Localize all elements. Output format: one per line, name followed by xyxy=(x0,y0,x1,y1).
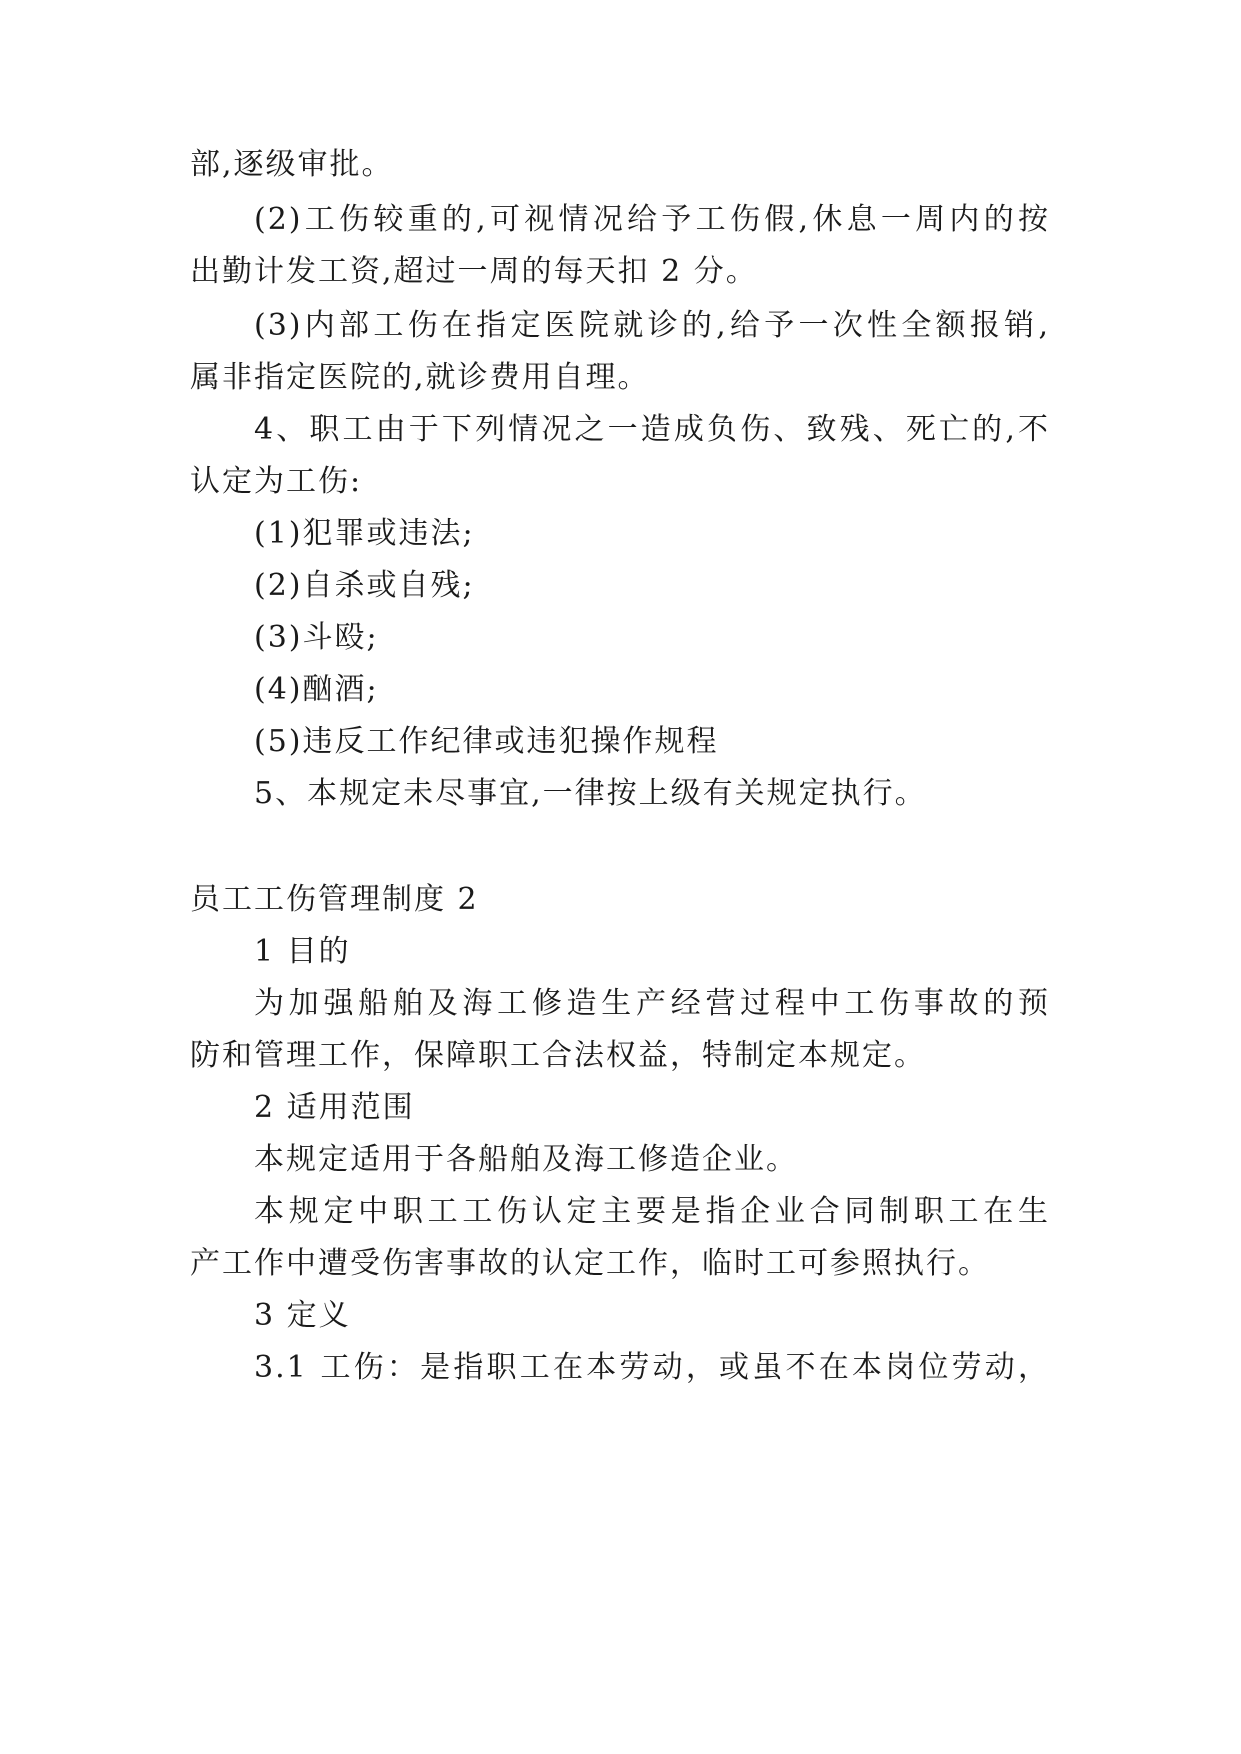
paragraph-continuation: 部,逐级审批。 xyxy=(190,147,394,182)
paragraph-line: (3)内部工伤在指定医院就诊的,给予一次性全额报销, xyxy=(254,308,1050,343)
paragraph-line: 4、职工由于下列情况之一造成负伤、致残、死亡的,不 xyxy=(254,412,1050,447)
paragraph-line: 产工作中遭受伤害事故的认定工作，临时工可参照执行。 xyxy=(190,1246,990,1281)
paragraph-line: 本规定中职工工伤认定主要是指企业合同制职工在生 xyxy=(254,1194,1050,1229)
paragraph-line: 5、本规定未尽事宜,一律按上级有关规定执行。 xyxy=(254,776,927,811)
list-item: (2)自杀或自残; xyxy=(254,568,475,603)
document-page xyxy=(190,0,1060,1754)
section-heading: 1 目的 xyxy=(254,934,351,969)
paragraph-line: 防和管理工作，保障职工合法权益，特制定本规定。 xyxy=(190,1038,926,1073)
list-item: (1)犯罪或违法; xyxy=(254,516,475,551)
list-item: (4)酗酒; xyxy=(254,672,379,707)
paragraph-line: 属非指定医院的,就诊费用自理。 xyxy=(190,360,650,395)
list-item: (3)斗殴; xyxy=(254,620,379,655)
section-heading: 3 定义 xyxy=(254,1298,351,1333)
paragraph-line: 认定为工伤: xyxy=(190,464,363,499)
paragraph-line: 3.1 工伤：是指职工在本劳动，或虽不在本岗位劳动， xyxy=(254,1350,1050,1385)
paragraph-line: 本规定适用于各船舶及海工修造企业。 xyxy=(254,1142,798,1177)
section-title: 员工工伤管理制度 2 xyxy=(190,882,479,917)
list-item: (5)违反工作纪律或违犯操作规程 xyxy=(254,724,719,759)
paragraph-line: (2)工伤较重的,可视情况给予工伤假,休息一周内的按 xyxy=(254,202,1050,237)
paragraph-line: 出勤计发工资,超过一周的每天扣 2 分。 xyxy=(190,254,758,289)
section-heading: 2 适用范围 xyxy=(254,1090,415,1125)
paragraph-line: 为加强船舶及海工修造生产经营过程中工伤事故的预 xyxy=(254,986,1050,1021)
